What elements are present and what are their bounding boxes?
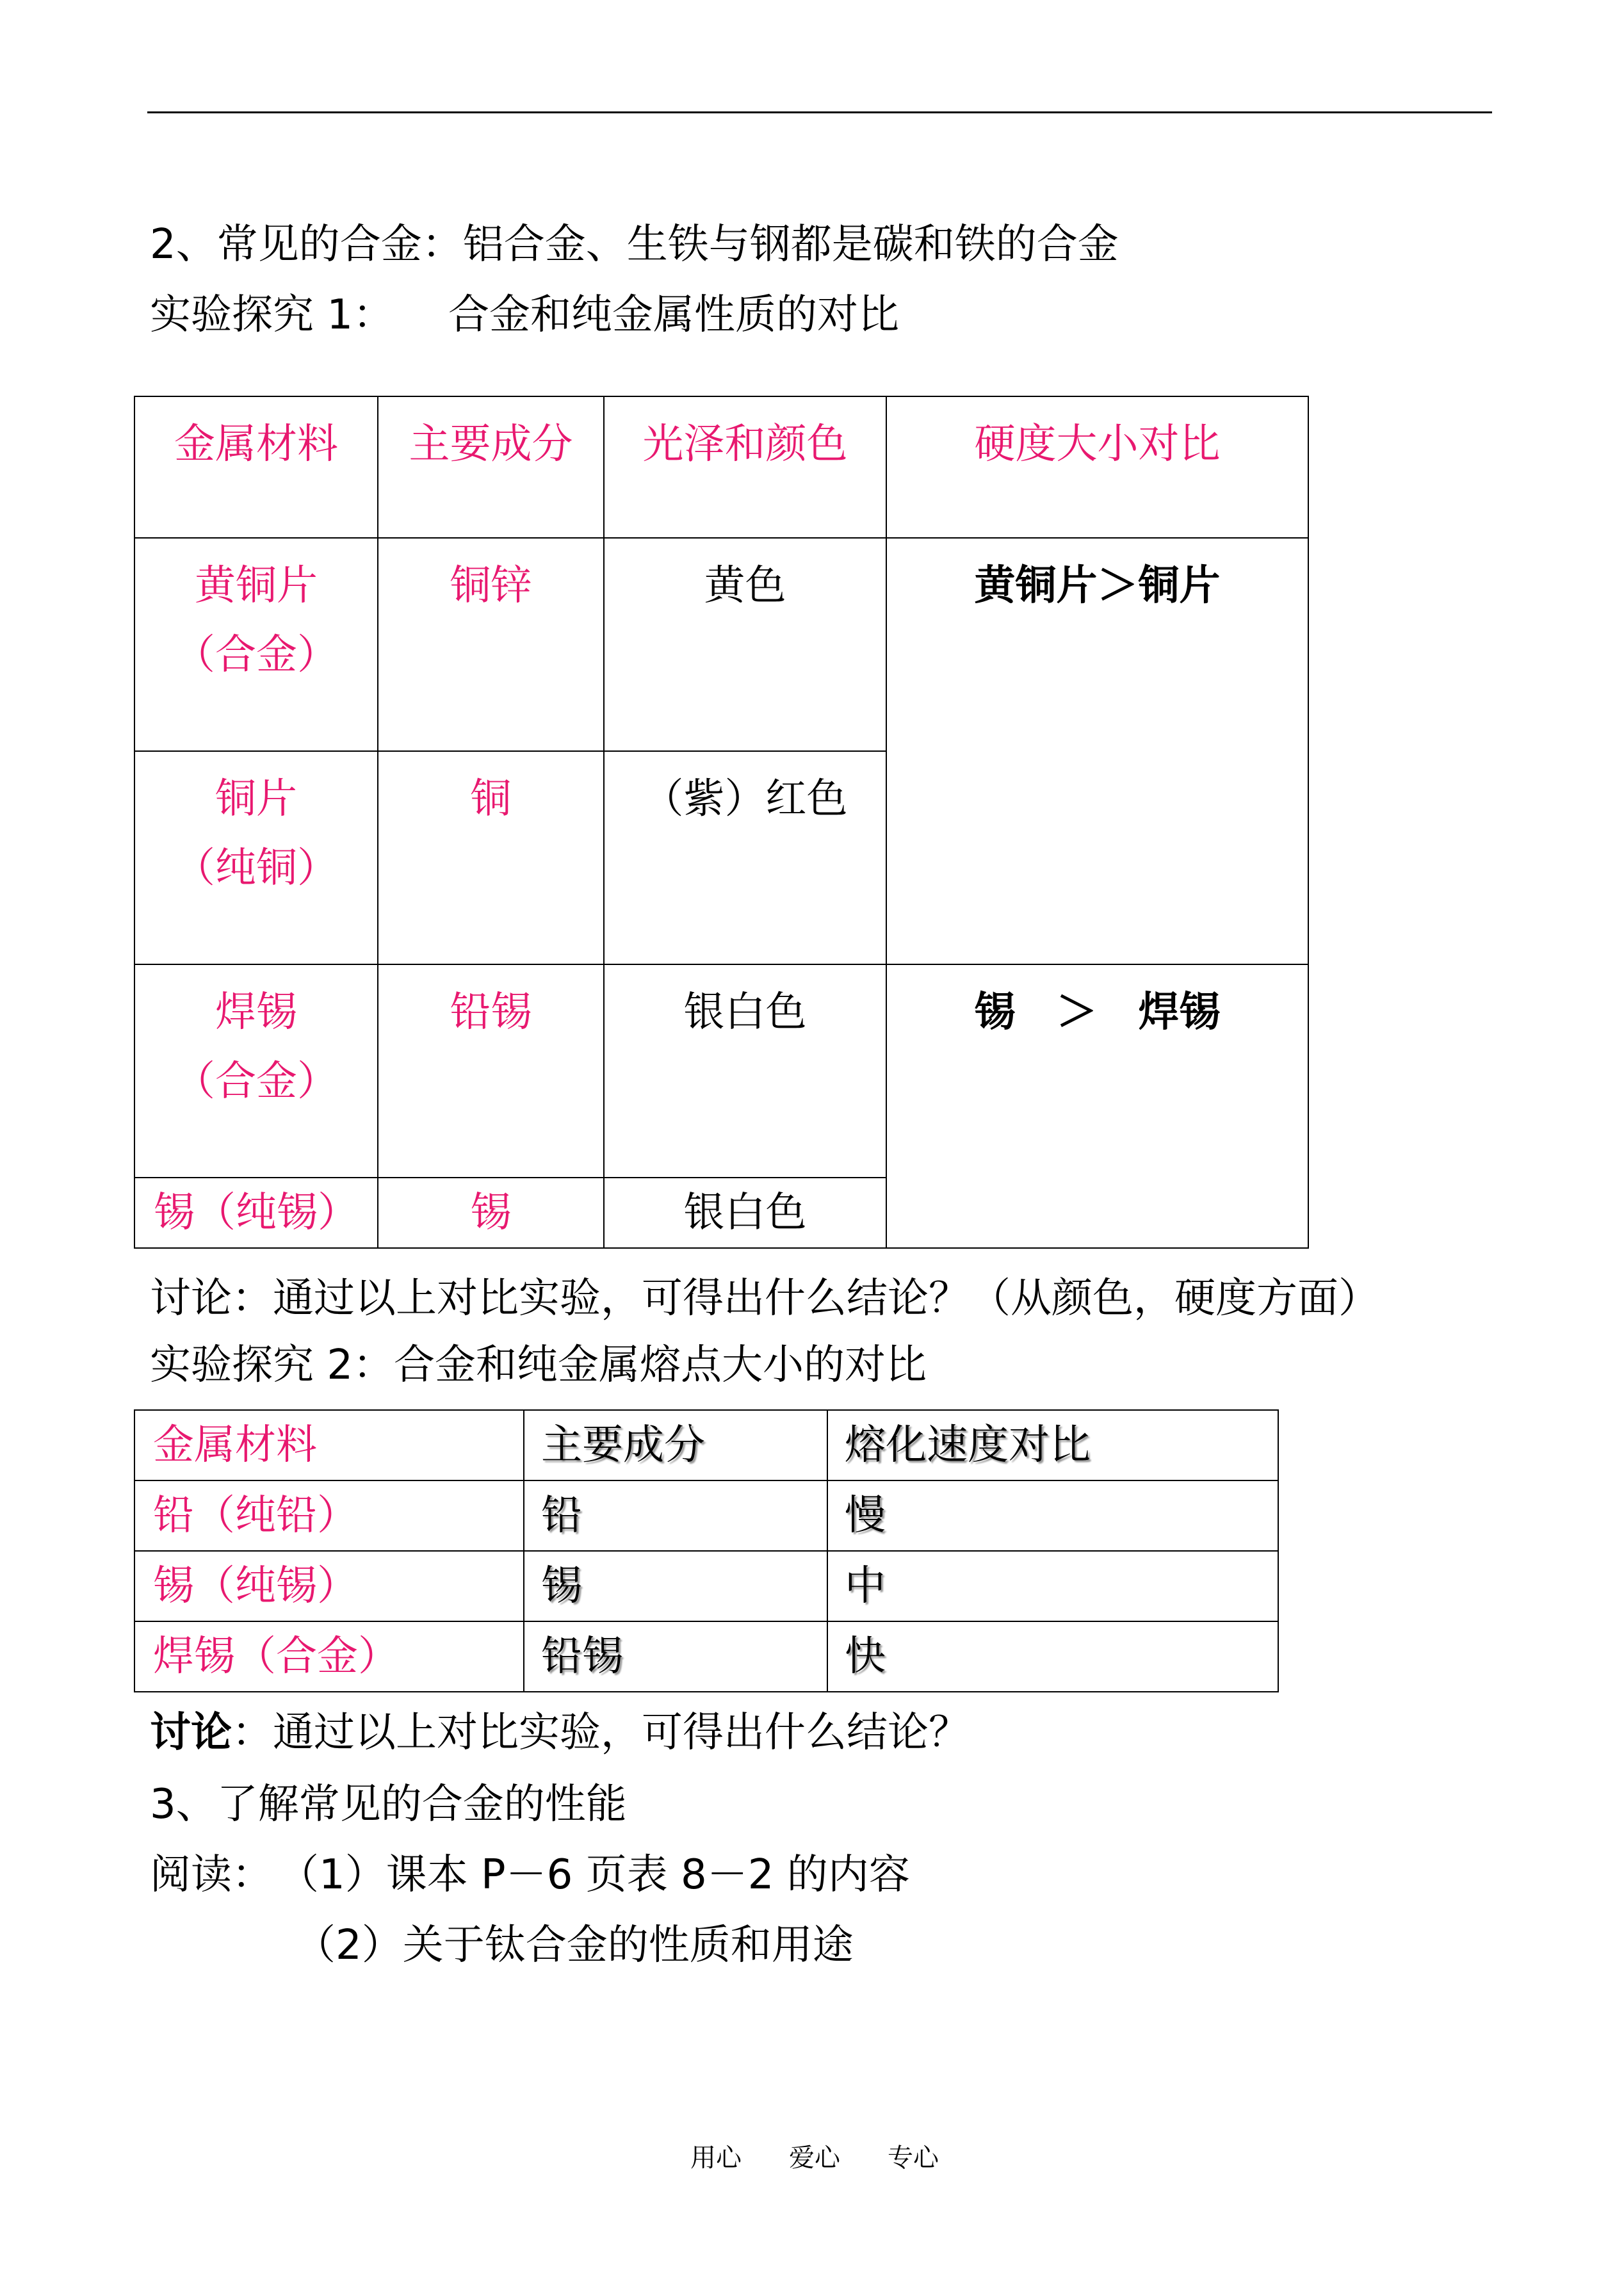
material-name: 铜片 [215, 775, 297, 823]
discussion2-label: 讨论 [150, 1709, 232, 1756]
material-note: （合金） [174, 631, 338, 679]
footer-text-3: 专心 [888, 2143, 939, 2173]
table1-header-component: 主要成分 [378, 396, 604, 538]
table1-header-hardness: 硬度大小对比 [886, 396, 1308, 538]
table1-material-cell [134, 964, 378, 1178]
table2-component-cell: 锡 [524, 1551, 827, 1621]
table2-header-component: 主要成分 [524, 1410, 827, 1480]
footer-text-1: 用心 [690, 2143, 742, 2173]
header-rule [147, 111, 1492, 113]
discussion2-text: ：通过以上对比实验，可得出什么结论？ [232, 1709, 970, 1756]
table2-speed-cell: 快 [827, 1621, 1278, 1692]
reading-item-1: （1）课本 P－6 页表 8－2 的内容 [278, 1851, 910, 1899]
table1-material-cell [134, 538, 378, 751]
table1-hardness-cell: 锡 ＞ 焊锡 [886, 964, 1308, 1248]
table1-component-cell: 锡 [378, 1178, 604, 1248]
table2-speed-cell: 中 [827, 1551, 1278, 1621]
table1-component-cell: 铜 [378, 751, 604, 964]
table2-material-cell: 焊锡（合金） [134, 1621, 524, 1692]
experiment1-title: 实验探究 1： [150, 291, 394, 339]
alloy-comparison-table [134, 396, 1309, 1249]
table1-component-cell: 铜锌 [378, 538, 604, 751]
material-note: （合金） [174, 1058, 338, 1105]
table1-material-cell [134, 751, 378, 964]
table1-hardness-cell: 黄铜片＞铜片 [886, 538, 1308, 964]
table1-header-material: 金属材料 [134, 396, 378, 538]
table-row [134, 964, 1308, 1178]
table1-color-cell: （紫）红色 [604, 751, 886, 964]
material-name: 焊锡 [215, 989, 297, 1036]
table2-speed-cell: 慢 [827, 1480, 1278, 1551]
table2-component-cell: 铅锡 [524, 1621, 827, 1692]
table2-header-row [134, 1410, 1278, 1480]
table1-color-cell: 黄色 [604, 538, 886, 751]
table-row [134, 538, 1308, 751]
material-name: 黄铜片 [195, 562, 318, 610]
table2-header-speed: 熔化速度对比 [827, 1410, 1278, 1480]
table1-header-row [134, 396, 1308, 538]
reading-item-2: （2）关于钛合金的性质和用途 [295, 1922, 854, 1969]
melting-comparison-table [134, 1409, 1279, 1692]
table1-material-cell: 锡（纯锡） [134, 1178, 378, 1248]
section3-heading: 3、了解常见的合金的性能 [150, 1781, 627, 1828]
table2-header-material: 金属材料 [134, 1410, 524, 1480]
reading-label: 阅读： [150, 1851, 273, 1899]
material-note: （纯铜） [174, 845, 338, 892]
table-row [134, 1621, 1278, 1692]
discussion2 [150, 1709, 970, 1756]
experiment2-title: 实验探究 2：合金和纯金属熔点大小的对比 [150, 1342, 927, 1389]
discussion1: 讨论：通过以上对比实验，可得出什么结论？（从颜色，硬度方面） [150, 1275, 1379, 1322]
footer-text-2: 爱心 [789, 2143, 840, 2173]
experiment1-subtitle: 合金和纯金属性质的对比 [448, 291, 899, 339]
table1-component-cell: 铅锡 [378, 964, 604, 1178]
table1-color-cell: 银白色 [604, 964, 886, 1178]
table-row [134, 1551, 1278, 1621]
table2-component-cell: 铅 [524, 1480, 827, 1551]
table2-material-cell: 铅（纯铅） [134, 1480, 524, 1551]
table-row [134, 1480, 1278, 1551]
table1-color-cell: 银白色 [604, 1178, 886, 1248]
table2-material-cell: 锡（纯锡） [134, 1551, 524, 1621]
table1-header-color: 光泽和颜色 [604, 396, 886, 538]
section2-heading: 2、常见的合金：铝合金、生铁与钢都是碳和铁的合金 [150, 221, 1119, 268]
